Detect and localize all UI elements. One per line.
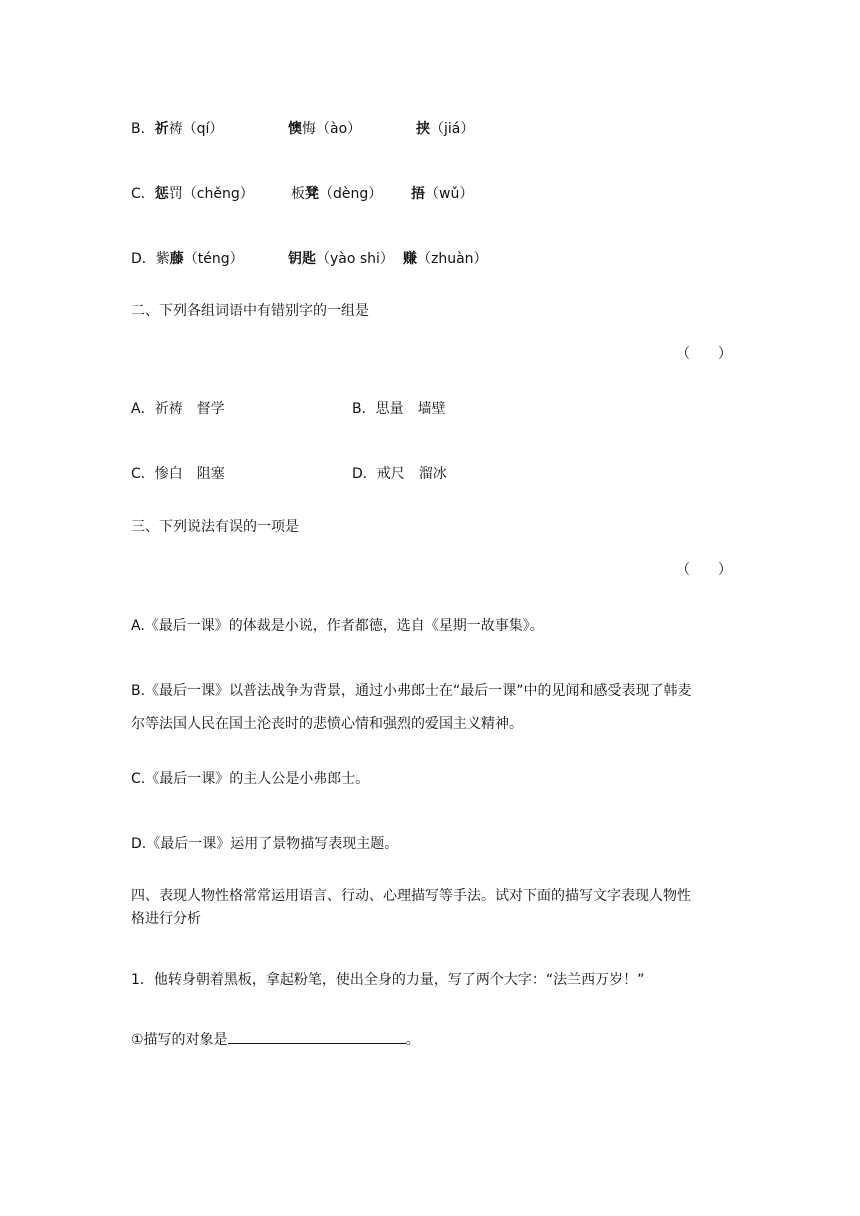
bold-char: 凳	[305, 186, 319, 202]
bold-char: 惩	[154, 186, 169, 202]
pinyin-item: （jiá）	[430, 121, 475, 137]
q3-answer-paren[interactable]: （ ）	[676, 562, 732, 578]
bold-char: 懊	[288, 121, 302, 137]
pinyin-item: （dèng）	[319, 186, 383, 202]
q2-answer-paren[interactable]: （ ）	[676, 346, 732, 362]
q1-option-c	[131, 184, 254, 204]
q3-option-c: C.《最后一课》的主人公是小弗郎士。	[131, 771, 370, 787]
q1-option-b-item3	[416, 119, 474, 139]
pinyin-item: 罚（chěng）	[168, 186, 254, 202]
pinyin-item: （yào shi）	[316, 251, 394, 267]
q1-option-b	[131, 119, 223, 139]
pinyin-item: 悔（ào）	[302, 121, 362, 137]
bold-char: 捂	[411, 186, 425, 202]
bold-char: 挟	[416, 121, 430, 137]
plain-char: 紫	[155, 251, 170, 267]
q3-option-d: D.《最后一课》运用了景物描写表现主题。	[131, 836, 399, 852]
answer-blank[interactable]	[228, 1029, 406, 1044]
q2-option-b: B．思量 墙壁	[352, 401, 446, 417]
pinyin-item: 祷（qí）	[168, 121, 224, 137]
q1-option-d	[131, 249, 244, 269]
q4-item1: 1．他转身朝着黑板，拿起粉笔，使出全身的力量，写了两个大字：“法兰西万岁！”	[131, 972, 645, 988]
bold-char: 藤	[169, 251, 184, 267]
bold-char: 祈	[154, 121, 169, 137]
plain-char: 板	[291, 186, 305, 202]
q4-title-line2: 格进行分析	[131, 911, 201, 927]
q2-option-a: A．祈祷 督学	[131, 401, 225, 417]
q1-option-c-item2	[291, 184, 382, 204]
q3-option-b-line1: B.《最后一课》以普法战争为背景，通过小弗郎士在“最后一课”中的见闻和感受表现了韩麦	[131, 683, 692, 699]
option-letter: D．	[131, 251, 156, 267]
q2-option-c: C．惨白 阻塞	[131, 466, 225, 482]
pinyin-item: （zhuàn）	[417, 251, 488, 267]
option-letter: C．	[131, 186, 155, 202]
q1-option-d-item2	[288, 249, 394, 269]
q1-option-b-item2	[288, 119, 361, 139]
bold-char: 赚	[403, 251, 417, 267]
q3-title: 三、下列说法有误的一项是	[131, 519, 299, 535]
q3-option-b-line2: 尔等法国人民在国土沦丧时的悲愤心情和强烈的爱国主义精神。	[131, 716, 523, 732]
q2-title: 二、下列各组词语中有错别字的一组是	[131, 303, 369, 319]
q4-sub1	[131, 1029, 420, 1050]
sub1-prefix: ①描写的对象是	[131, 1032, 228, 1048]
sub1-suffix: 。	[405, 1032, 420, 1048]
q4-title-line1: 四、表现人物性格常常运用语言、行动、心理描写等手法。试对下面的描写文字表现人物性	[131, 888, 691, 904]
bold-char: 钥匙	[288, 251, 316, 267]
q1-option-d-item3	[403, 249, 488, 269]
option-letter: B．	[131, 121, 155, 137]
pinyin-item: （téng）	[183, 251, 244, 267]
pinyin-item: （wǔ）	[425, 186, 474, 202]
q3-option-a: A.《最后一课》的体裁是小说，作者都德，选自《星期一故事集》。	[131, 618, 544, 634]
q2-option-d: D．戒尺 溜冰	[352, 466, 447, 482]
q1-option-c-item3	[411, 184, 473, 204]
